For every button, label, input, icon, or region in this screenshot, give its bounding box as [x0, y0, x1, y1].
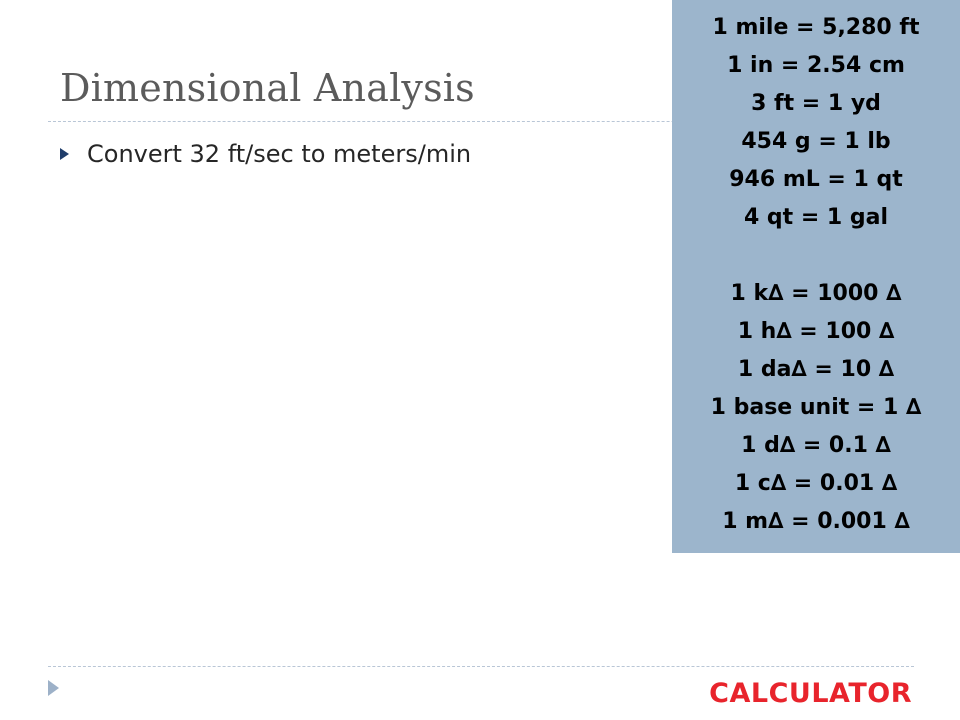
conversion-factor: 1 mile = 5,280 ft [712, 15, 920, 40]
conversion-factor: 4 qt = 1 gal [743, 205, 889, 230]
metric-prefix-factor: 1 h∆ = 100 ∆ [737, 319, 895, 344]
conversion-factor: 3 ft = 1 yd [751, 91, 881, 116]
metric-prefix-factor: 1 da∆ = 10 ∆ [737, 357, 895, 382]
metric-prefix-factor: 1 base unit = 1 ∆ [710, 395, 922, 420]
panel-spacer [672, 237, 960, 275]
bullet-text: Convert 32 ft/sec to meters/min [87, 140, 472, 168]
metric-prefix-factor: 1 k∆ = 1000 ∆ [730, 281, 902, 306]
metric-prefix-factor: 1 c∆ = 0.01 ∆ [734, 471, 898, 496]
bullet-item [60, 140, 471, 168]
conversion-factor: 1 in = 2.54 cm [727, 53, 905, 78]
conversion-factors-panel [672, 0, 960, 553]
triangle-bullet-icon [60, 148, 69, 160]
slide-nav-triangle-icon [48, 680, 59, 696]
conversion-factor: 946 mL = 1 qt [729, 167, 903, 192]
slide-title: Dimensional Analysis [60, 66, 475, 110]
metric-prefix-factor: 1 m∆ = 0.001 ∆ [722, 509, 910, 534]
metric-prefix-factor: 1 d∆ = 0.1 ∆ [741, 433, 891, 458]
conversion-factor: 454 g = 1 lb [741, 129, 891, 154]
calculator-link[interactable]: CALCULATOR [709, 678, 912, 709]
footer-divider [48, 666, 914, 667]
